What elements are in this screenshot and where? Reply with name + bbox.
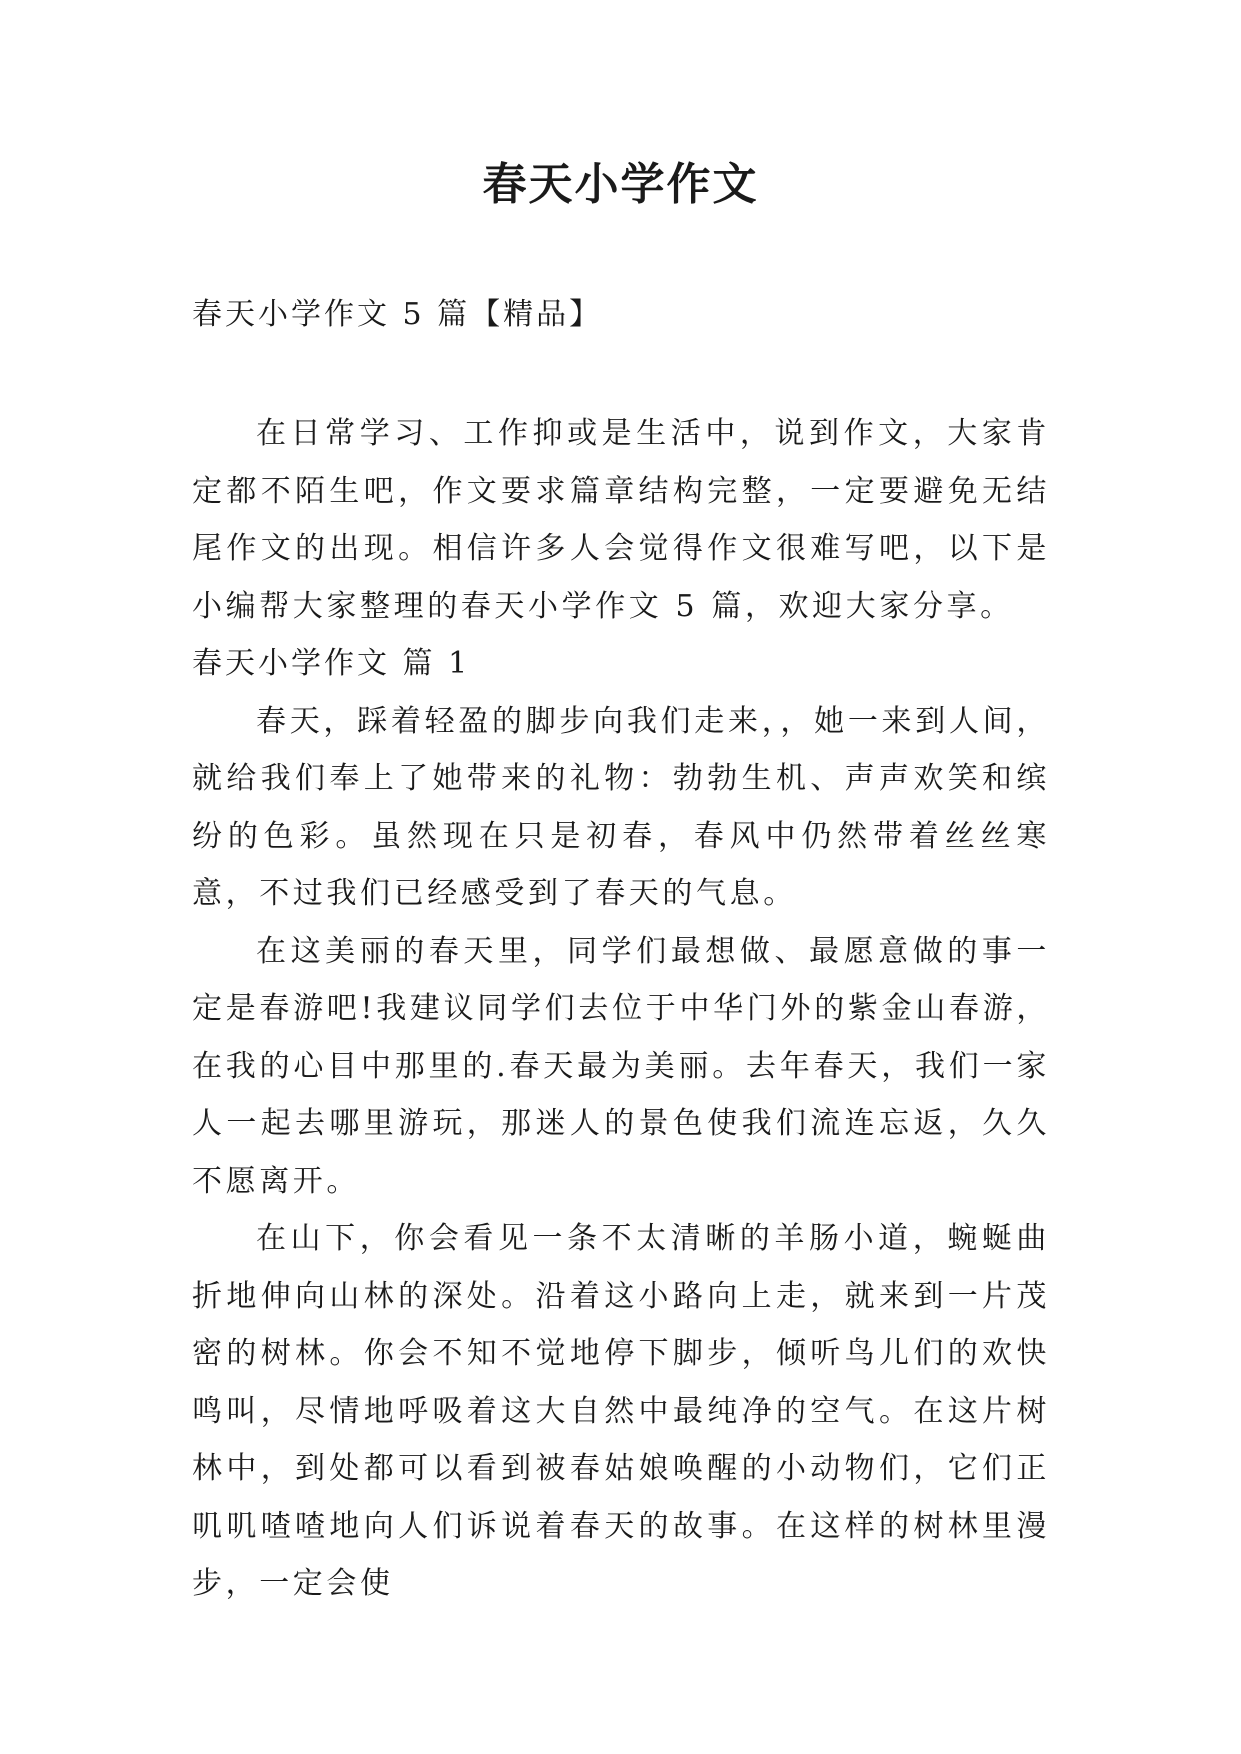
document-title: 春天小学作文 bbox=[482, 159, 759, 210]
document-subtitle: 春天小学作文 5 篇【精品】 bbox=[192, 297, 603, 332]
paragraph-spring-arrives: 春天，踩着轻盈的脚步向我们走来，，她一来到人间，就给我们奉上了她带来的礼物：勃勃生机、声声欢笑和缤纷的色彩。虽然现在只是初春，春风中仍然带着丝丝寒意，不过我们已经感受到了春天的气息。 bbox=[192, 703, 1050, 911]
paragraph-intro: 在日常学习、工作抑或是生活中，说到作文，大家肯定都不陌生吧，作文要求篇章结构完整，一定要避免无结尾作文的出现。相信许多人会觉得作文很难写吧，以下是小编帮大家整理的春天小学作文 5 篇，欢迎大家分享。 bbox=[192, 416, 1050, 624]
document-body bbox=[192, 405, 1050, 1613]
section-heading-1: 春天小学作文 篇 1 bbox=[192, 646, 471, 681]
paragraph-mountain-path: 在山下，你会看见一条不太清晰的羊肠小道，蜿蜒曲折地伸向山林的深处。沿着这小路向上走，就来到一片茂密的树林。你会不知不觉地停下脚步，倾听鸟儿们的欢快鸣叫，尽情地呼吸着这大自然中最纯净的空气。在这片树林中，到处都可以看到被春姑娘唤醒的小动物们，它们正叽叽喳喳地向人们诉说着春天的故事。在这样的树林里漫步，一定会使 bbox=[192, 1221, 1050, 1601]
paragraph-spring-outing: 在这美丽的春天里，同学们最想做、最愿意做的事一定是春游吧!我建议同学们去位于中华门外的紫金山春游，在我的心目中那里的.春天最为美丽。去年春天，我们一家人一起去哪里游玩，那迷人的景色使我们流连忘返，久久不愿离开。 bbox=[192, 933, 1050, 1199]
